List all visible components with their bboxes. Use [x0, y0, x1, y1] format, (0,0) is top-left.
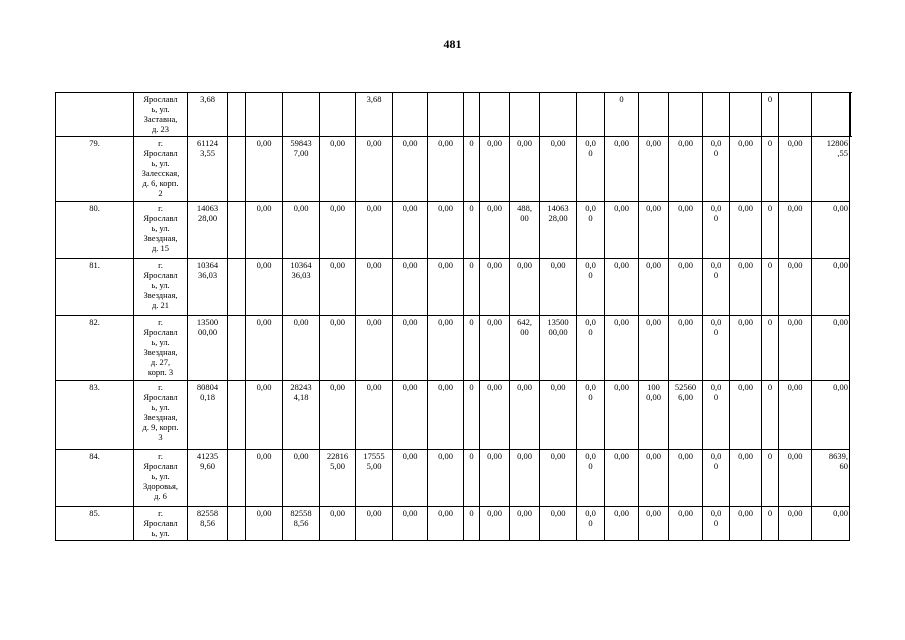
value-cell: 0,00	[246, 507, 283, 541]
row-number	[56, 93, 134, 137]
value-cell: 52560 6,00	[669, 381, 703, 450]
value-cell: 0,00	[510, 259, 540, 316]
value-cell: 0	[464, 202, 480, 259]
value-cell: 0,00	[320, 381, 356, 450]
value-cell: 0,00	[730, 507, 762, 541]
value-cell: 0,0 0	[703, 507, 730, 541]
value-cell: 0,00	[428, 381, 464, 450]
value-cell: 0,00	[540, 259, 577, 316]
value-cell: 0,00	[480, 202, 510, 259]
value-cell: 0,00	[812, 381, 850, 450]
value-cell: 0,00	[510, 450, 540, 507]
address-cell: г. Ярославл ь, ул. Звездная, д. 27, корп. 3	[134, 316, 188, 381]
value-cell	[228, 381, 246, 450]
value-cell	[639, 93, 669, 137]
value-cell: 0,00	[730, 316, 762, 381]
value-cell: 0,00	[779, 259, 812, 316]
value-cell: 0,00	[779, 381, 812, 450]
value-cell: 0,00	[605, 507, 639, 541]
value-cell: 0,00	[480, 316, 510, 381]
value-cell: 0,00	[730, 450, 762, 507]
value-cell: 0,00	[356, 259, 393, 316]
value-cell: 0,00	[812, 259, 850, 316]
value-cell: 0,00	[639, 202, 669, 259]
value-cell	[850, 93, 851, 137]
value-cell: 0,0 0	[577, 316, 605, 381]
value-cell: 0,00	[283, 202, 320, 259]
value-cell: 0,00	[393, 450, 428, 507]
value-cell: 0,00	[480, 259, 510, 316]
row-number: 82.	[56, 316, 134, 381]
value-cell: 0,00	[812, 316, 850, 381]
row-number: 81.	[56, 259, 134, 316]
value-cell: 13500 00,00	[540, 316, 577, 381]
table-row	[56, 316, 851, 381]
value-cell: 0,00	[779, 316, 812, 381]
value-cell: 0,00	[246, 259, 283, 316]
address-cell: г. Ярославл ь, ул.	[134, 507, 188, 541]
value-cell: 28243 4,18	[283, 381, 320, 450]
value-cell: 0	[464, 259, 480, 316]
value-cell: 3,68	[188, 93, 228, 137]
value-cell: 0,0 0	[577, 381, 605, 450]
value-cell: 0,00	[730, 381, 762, 450]
value-cell: 0	[762, 202, 779, 259]
value-cell: 0,00	[605, 137, 639, 202]
value-cell: 17555 5,00	[356, 450, 393, 507]
value-cell: 0,00	[320, 316, 356, 381]
value-cell: 0,00	[730, 137, 762, 202]
row-number: 80.	[56, 202, 134, 259]
table-row	[56, 202, 851, 259]
value-cell: 82558 8,56	[188, 507, 228, 541]
address-cell: г. Ярославл ь, ул. Звездная, д. 15	[134, 202, 188, 259]
value-cell: 0,00	[779, 507, 812, 541]
value-cell: 0,00	[605, 259, 639, 316]
value-cell: 0,00	[480, 137, 510, 202]
value-cell: 0,00	[393, 381, 428, 450]
value-cell: 0,0 0	[703, 450, 730, 507]
value-cell: 0,00	[428, 507, 464, 541]
value-cell: 0,00	[246, 381, 283, 450]
value-cell: 0	[762, 259, 779, 316]
value-cell: 0,00	[669, 316, 703, 381]
value-cell: 0,00	[779, 450, 812, 507]
value-cell: 0,00	[283, 316, 320, 381]
value-cell: 0	[464, 381, 480, 450]
value-cell: 0,00	[428, 137, 464, 202]
value-cell: 0,00	[356, 381, 393, 450]
value-cell: 0,00	[730, 259, 762, 316]
value-cell	[480, 93, 510, 137]
value-cell	[779, 93, 812, 137]
value-cell	[228, 450, 246, 507]
address-cell: Ярославл ь, ул. Заставна, д. 23	[134, 93, 188, 137]
value-cell: 0,00	[356, 137, 393, 202]
address-cell: г. Ярославл ь, ул. Звездная, д. 21	[134, 259, 188, 316]
value-cell: 0,00	[246, 316, 283, 381]
value-cell: 0	[762, 381, 779, 450]
value-cell: 0,00	[779, 202, 812, 259]
value-cell: 0,0 0	[703, 381, 730, 450]
value-cell: 0,0 0	[703, 259, 730, 316]
value-cell: 0,00	[393, 507, 428, 541]
value-cell: 0,00	[246, 137, 283, 202]
value-cell: 0,00	[639, 316, 669, 381]
value-cell: 0,00	[730, 202, 762, 259]
value-cell: 0,00	[639, 137, 669, 202]
value-cell: 0,00	[605, 381, 639, 450]
value-cell: 10364 36,03	[188, 259, 228, 316]
value-cell: 0,00	[510, 507, 540, 541]
value-cell: 0,00	[393, 316, 428, 381]
value-cell: 14063 28,00	[540, 202, 577, 259]
value-cell	[540, 93, 577, 137]
value-cell: 0	[464, 450, 480, 507]
value-cell: 0,00	[605, 450, 639, 507]
value-cell: 59843 7,00	[283, 137, 320, 202]
value-cell: 0	[762, 137, 779, 202]
value-cell: 0,00	[480, 507, 510, 541]
value-cell: 0,00	[605, 316, 639, 381]
row-number: 85.	[56, 507, 134, 541]
value-cell	[228, 507, 246, 541]
address-cell: г. Ярославл ь, ул. Залесская, д. 6, корп. 2	[134, 137, 188, 202]
value-cell: 0,0 0	[577, 507, 605, 541]
value-cell	[228, 93, 246, 137]
table-row	[56, 381, 851, 450]
value-cell: 0	[762, 450, 779, 507]
value-cell: 8639, 60	[812, 450, 850, 507]
value-cell	[510, 93, 540, 137]
value-cell: 0,00	[639, 450, 669, 507]
value-cell: 0	[464, 316, 480, 381]
value-cell: 0,0 0	[703, 316, 730, 381]
value-cell: 0,00	[246, 202, 283, 259]
value-cell: 642, 00	[510, 316, 540, 381]
value-cell: 0,00	[639, 259, 669, 316]
value-cell: 0,0 0	[703, 137, 730, 202]
value-cell: 0,00	[393, 137, 428, 202]
value-cell: 0	[762, 507, 779, 541]
value-cell: 0,00	[540, 137, 577, 202]
value-cell: 0,0 0	[703, 202, 730, 259]
value-cell: 0,00	[320, 259, 356, 316]
value-cell: 10364 36,03	[283, 259, 320, 316]
value-cell: 0,00	[428, 202, 464, 259]
value-cell: 0,00	[428, 316, 464, 381]
value-cell: 0,00	[393, 259, 428, 316]
value-cell: 0,00	[540, 507, 577, 541]
value-cell	[228, 202, 246, 259]
value-cell: 0,00	[669, 259, 703, 316]
value-cell: 0	[464, 507, 480, 541]
value-cell	[669, 93, 703, 137]
value-cell: 0,00	[356, 507, 393, 541]
value-cell: 12806 ,55	[812, 137, 850, 202]
table-row	[56, 93, 851, 137]
row-number: 84.	[56, 450, 134, 507]
value-cell: 0,0 0	[577, 259, 605, 316]
value-cell: 100 0,00	[639, 381, 669, 450]
value-cell	[228, 259, 246, 316]
value-cell: 0,00	[605, 202, 639, 259]
value-cell: 0,00	[320, 137, 356, 202]
value-cell: 0,00	[320, 202, 356, 259]
value-cell: 0,00	[669, 450, 703, 507]
value-cell: 0,00	[812, 507, 850, 541]
value-cell	[320, 93, 356, 137]
value-cell	[283, 93, 320, 137]
row-number: 79.	[56, 137, 134, 202]
value-cell: 0,00	[356, 202, 393, 259]
value-cell: 0,00	[480, 450, 510, 507]
value-cell: 0,00	[510, 137, 540, 202]
value-cell: 0,00	[540, 450, 577, 507]
value-cell	[428, 93, 464, 137]
value-cell: 0	[605, 93, 639, 137]
value-cell	[464, 93, 480, 137]
value-cell: 0,0 0	[577, 202, 605, 259]
value-cell: 0,00	[283, 450, 320, 507]
value-cell	[228, 137, 246, 202]
value-cell	[730, 93, 762, 137]
value-cell: 0,0 0	[577, 450, 605, 507]
value-cell: 0,00	[246, 450, 283, 507]
address-cell: г. Ярославл ь, ул. Здоровья, д. 6	[134, 450, 188, 507]
value-cell	[812, 93, 850, 137]
value-cell: 0,00	[393, 202, 428, 259]
value-cell: 0,00	[669, 202, 703, 259]
value-cell: 3,68	[356, 93, 393, 137]
value-cell: 80804 0,18	[188, 381, 228, 450]
value-cell: 0,00	[356, 316, 393, 381]
value-cell: 0,00	[320, 507, 356, 541]
value-cell	[228, 316, 246, 381]
value-cell: 0,00	[669, 137, 703, 202]
value-cell: 0,00	[639, 507, 669, 541]
value-cell: 0	[762, 316, 779, 381]
value-cell	[577, 93, 605, 137]
value-cell: 0,00	[669, 507, 703, 541]
value-cell: 41235 9,60	[188, 450, 228, 507]
data-table	[55, 92, 851, 541]
value-cell: 0,00	[812, 202, 850, 259]
table-row	[56, 137, 851, 202]
value-cell: 0,00	[779, 137, 812, 202]
value-cell: 82558 8,56	[283, 507, 320, 541]
value-cell: 0,00	[480, 381, 510, 450]
value-cell	[703, 93, 730, 137]
value-cell: 14063 28,00	[188, 202, 228, 259]
value-cell: 488, 00	[510, 202, 540, 259]
value-cell: 0,00	[428, 450, 464, 507]
table-row	[56, 259, 851, 316]
value-cell: 13500 00,00	[188, 316, 228, 381]
table-row	[56, 450, 851, 507]
value-cell: 0,0 0	[577, 137, 605, 202]
value-cell: 0	[762, 93, 779, 137]
value-cell	[246, 93, 283, 137]
value-cell: 0,00	[540, 381, 577, 450]
address-cell: г. Ярославл ь, ул. Звездная, д. 9, корп. 3	[134, 381, 188, 450]
value-cell: 22816 5,00	[320, 450, 356, 507]
value-cell: 0,00	[428, 259, 464, 316]
row-number: 83.	[56, 381, 134, 450]
value-cell: 0,00	[510, 381, 540, 450]
page-number: 481	[443, 37, 462, 51]
value-cell	[393, 93, 428, 137]
value-cell: 0	[464, 137, 480, 202]
value-cell: 61124 3,55	[188, 137, 228, 202]
table-row	[56, 507, 851, 541]
